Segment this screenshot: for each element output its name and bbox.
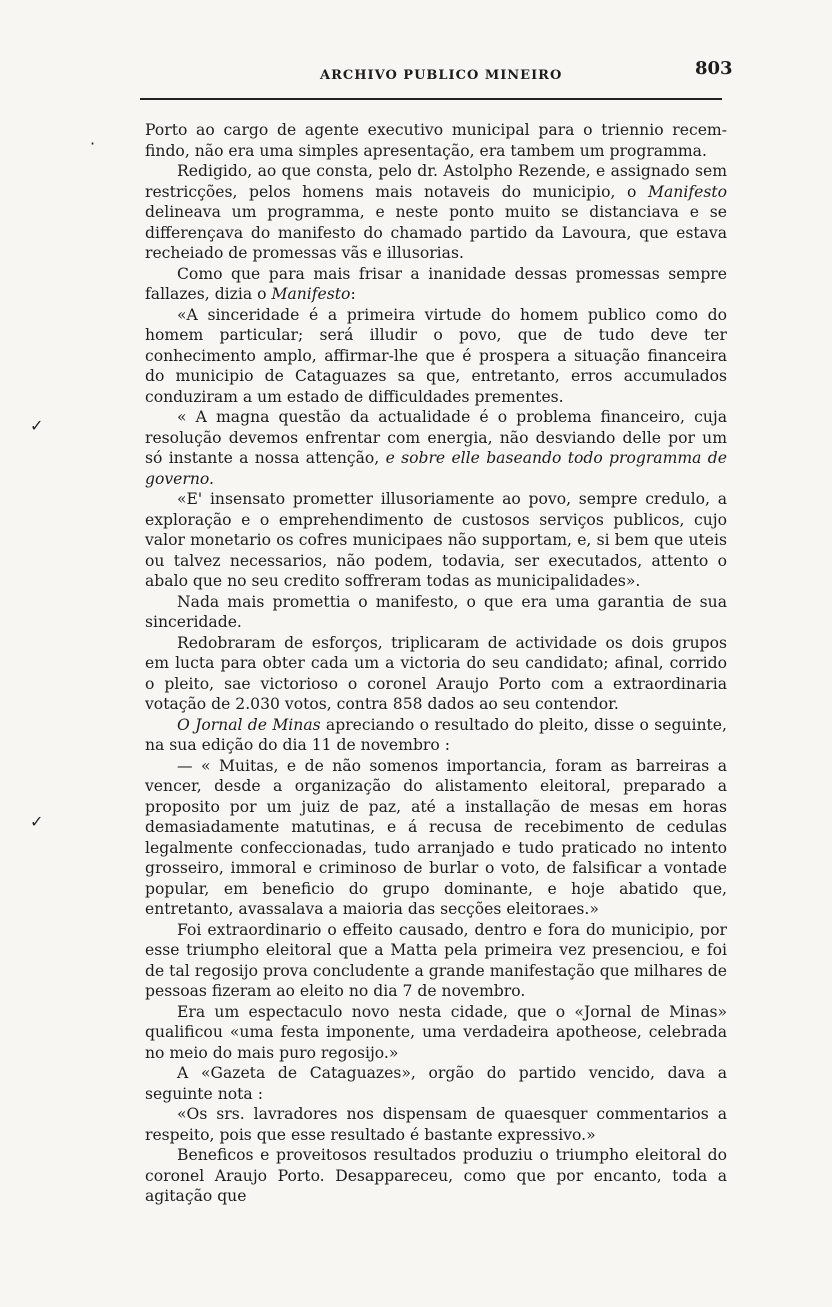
- paragraph: «Os srs. lavradores nos dispensam de quaesquer commentarios a respeito, pois que esse resultado é bastante expressivo.»: [145, 1105, 727, 1144]
- paragraph: — « Muitas, e de não somenos importancia, foram as barreiras a vencer, desde a organização do alistamento eleitoral, preparado a proposito por um juiz de paz, até a installação de mesas em horas demasiadamente matutinas, e á recusa de recebimento de cedulas legalmente confeccionadas, tudo arranjado e tudo praticado no intento grosseiro, immoral e criminoso de burlar o voto, de falsificar a vontade popular, em beneficio do grupo dominante, e hoje abatido que, entretanto, avassalava a maioria das secções eleitoraes.»: [145, 756, 727, 918]
- text-span: Como que para mais frisar a inanidade dessas promessas sempre fallazes, dizia o: [145, 264, 727, 303]
- italic-span: Manifesto: [648, 182, 727, 201]
- text-span: delineava um programma, e neste ponto muito se distanciava e se differençava do manifesto do chamado partido da Lavoura, que estava recheiado de promessas vãs e illusorias.: [145, 203, 727, 262]
- italic-span: Manifesto: [271, 285, 351, 303]
- italic-span: e sobre elle baseando todo programma de governo.: [145, 449, 727, 488]
- paragraph: [145, 407, 727, 489]
- margin-check-mark: ✓: [30, 812, 44, 831]
- text-span: Redigido, ao que consta, pelo dr. Astolpho Rezende, e assignado sem restricções, pelos homens mais notaveis do municipio, o: [145, 162, 727, 201]
- paragraph: Era um espectaculo novo nesta cidade, que o «Jornal de Minas» qualificou «uma festa imponente, uma verdadeira apotheose, celebrada no meio do mais puro regosijo.»: [145, 1002, 727, 1062]
- paragraph: «E' insensato prometter illusoriamente ao povo, sempre credulo, a exploração e o emprehendimento de custosos serviços publicos, cujo valor monetario os cofres municipaes não supportam, e, si bem que uteis ou talvez necessarios, não podem, todavia, ser executados, attento o abalo que no seu credito soffreram todas as municipalidades».: [145, 490, 727, 590]
- text-span: apreciando o resultado do pleito, disse o seguinte, na sua edição do dia 11 de novembro :: [145, 715, 727, 754]
- paragraph: Porto ao cargo de agente executivo municipal para o triennio recem-findo, não era uma simples apresentação, era tambem um programma.: [145, 121, 727, 160]
- margin-check-mark: ✓: [30, 416, 44, 435]
- running-head: ARCHIVO PUBLICO MINEIRO: [320, 68, 563, 83]
- paragraph: Nada mais promettia o manifesto, o que era uma garantia de sua sinceridade.: [145, 592, 727, 631]
- paragraph: «A sinceridade é a primeira virtude do homem publico como do homem particular; será illudir o povo, que de tudo deve ter conhecimento amplo, affirmar-lhe que é prospera a situação financeira do municipio de Cataguazes sa que, entretanto, erros accumulados conduziram a um estado de difficuldades prementes.: [145, 305, 727, 406]
- page-header: [140, 56, 740, 96]
- paragraph: A «Gazeta de Cataguazes», orgão do partido vencido, dava a seguinte nota :: [145, 1064, 727, 1103]
- paragraph: [145, 161, 727, 264]
- text-span: :: [350, 285, 356, 303]
- margin-dot: ·: [90, 134, 96, 153]
- paragraph: [145, 715, 727, 756]
- page-number: 803: [695, 58, 733, 79]
- paragraph: Redobraram de esforços, triplicaram de actividade os dois grupos em lucta para obter cada um a victoria do seu candidato; afinal, corrido o pleito, sae victorioso o coronel Araujo Porto com a extraordinaria votação de 2.030 votos, contra 858 dados ao seu contendor.: [145, 633, 727, 713]
- text-span: « A magna questão da actualidade é o problema financeiro, cuja resolução devemos enfrentar com energia, não desviando delle por um só instante a nossa attenção,: [145, 408, 727, 467]
- paragraph: Beneficos e proveitosos resultados produziu o triumpho eleitoral do coronel Araujo Porto. Desappareceu, como que por encanto, toda a agitação que: [145, 1146, 727, 1205]
- italic-span: O Jornal de Minas: [177, 715, 321, 734]
- paragraph: Foi extraordinario o effeito causado, dentro e fora do municipio, por esse triumpho eleitoral que a Matta pela primeira vez presenciou, e foi de tal regosijo prova concludente a grande manifestação que milhares de pessoas fizeram ao eleito no dia 7 de novembro.: [145, 920, 727, 1000]
- paragraph: [145, 264, 727, 305]
- header-rule: [140, 98, 722, 100]
- body-text: [145, 120, 727, 1207]
